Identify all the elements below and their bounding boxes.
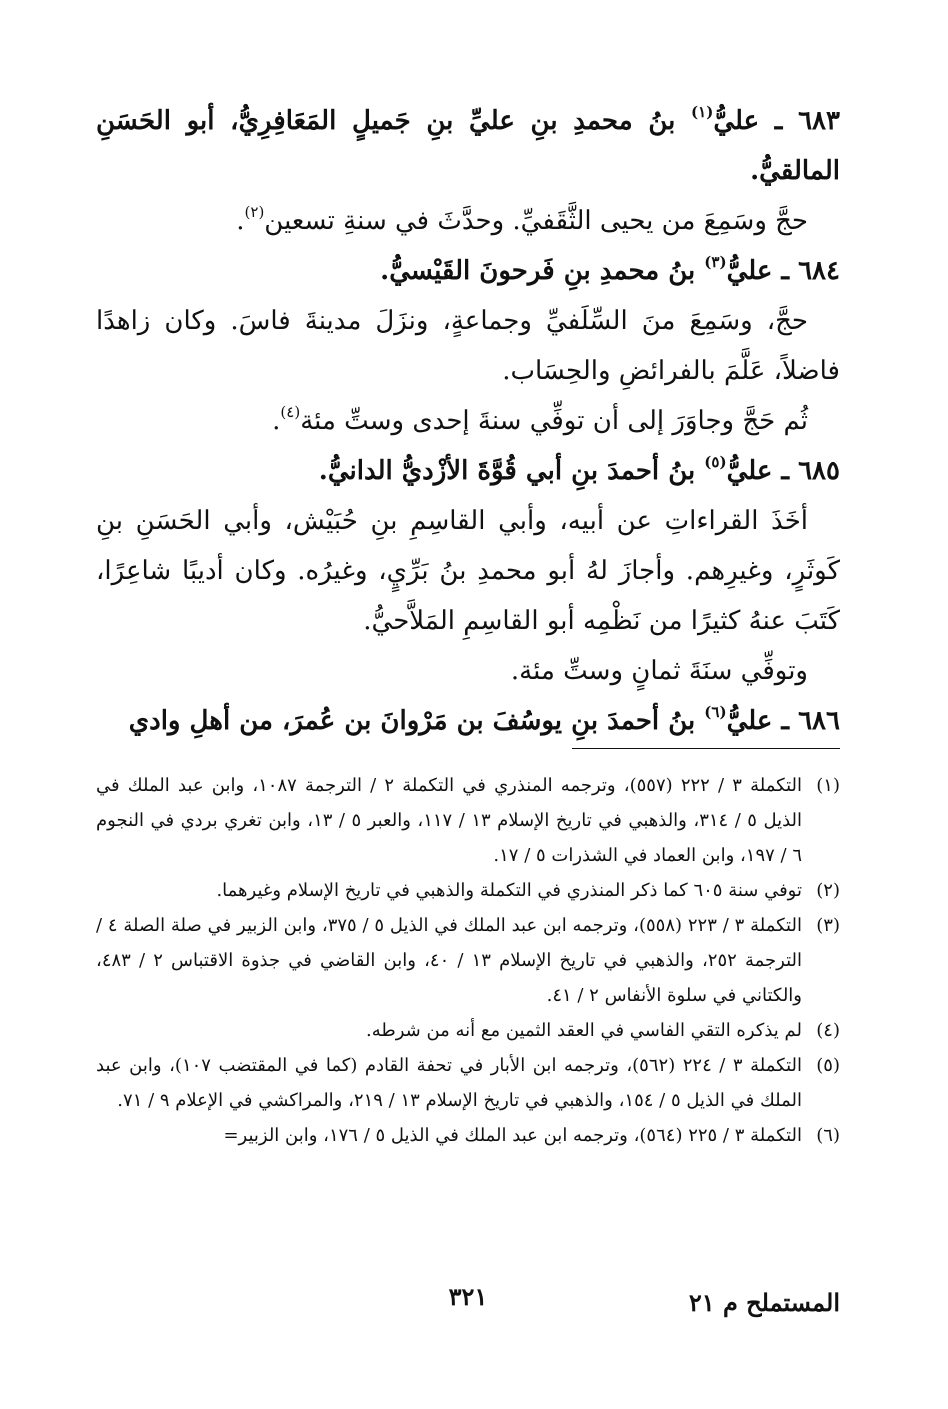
entry-685-label: ٦٨٥ ـ عليُّ: [726, 456, 840, 486]
footnote-5: [96, 1048, 840, 1118]
page-footer: [96, 1282, 840, 1328]
footnote-text: التكملة ٣ / ٢٢٢ (٥٥٧)، وترجمه المنذري في التكملة ٢ / الترجمة ١٠٨٧، وابن عبد الملك في الذيل ٥ / ٣١٤، والذهبي في تاريخ الإسلام ١٣ / ١١٧، والعبر ٥ / ١٣، وابن تغري بردي في النجوم ٦ / ١٩٧، وابن العماد في الشذرات ٥ / ١٧.: [96, 775, 803, 866]
footnote-text: توفي سنة ٦٠٥ كما ذكر المنذري في التكملة والذهبي في تاريخ الإسلام وغيرهما.: [216, 880, 802, 901]
page-number: ٣٢١: [448, 1282, 488, 1311]
entry-685: [96, 446, 840, 496]
entry-686: [96, 696, 840, 746]
footnote-2: [96, 873, 840, 908]
entry-683-label: ٦٨٣ ـ عليُّ: [713, 106, 840, 136]
footnote-4: [96, 1013, 840, 1048]
footnote-number: (١): [816, 775, 840, 796]
footnote-ref-5: (٥): [704, 453, 727, 472]
entry-683-title: بنُ محمدِ بنِ عليِّ بنِ جَميلٍ المَعَافِرِيُّ، أبو الحَسَنِ المالقيُّ.: [96, 106, 840, 186]
main-text: [96, 96, 840, 746]
footnote-text: التكملة ٣ / ٢٢٣ (٥٥٨)، وترجمه ابن عبد الملك في الذيل ٥ / ٣٧٥، وابن الزبير في صلة الصلة ٤ / الترجمة ٢٥٢، والذهبي في تاريخ الإسلام ١٣ / ٤٠، وابن القاضي في جذوة الاقتباس ٢ / ٤٨٣، والكتاني في سلوة الأنفاس ٢ / ٤١.: [96, 915, 803, 1006]
footnote-text: التكملة ٣ / ٢٢٤ (٥٦٢)، وترجمه ابن الأبار في تحفة القادم (كما في المقتضب ١٠٧)، وابن عبد الملك في الذيل ٥ / ١٥٤، والذهبي في تاريخ الإسلام ١٣ / ٢١٩، والمراكشي في الإعلام ٩ / ٧١.: [96, 1055, 802, 1111]
entry-683-body: حجَّ وسَمِعَ من يحيى الثَّقَفيِّ. وحدَّثَ في سنةِ تسعين$^{(٢)}$.: [236, 203, 808, 236]
entry-684-body-2: ثُم حَجَّ وجاوَرَ إلى أن توفِّي سنةَ إحدى وستِّ مئة$^{(٤)}$.: [272, 403, 808, 436]
footnote-ref-2: (٢): [244, 203, 265, 222]
footnote-number: (٥): [816, 1055, 840, 1076]
entry-685-body-1: أخَذَ القراءاتِ عن أبيه، وأبي القاسِمِ بنِ حُبَيْش، وأبي الحَسَنِ بنِ كَوثَرٍ، وغيرِهم. وأجازَ لهُ أبو محمدِ بنُ بَرِّيٍ، وغيرُه. وكان أديبًا شاعِرًا، كَتَبَ عنهُ كثيرًا من نَظْمِه أبو القاسِمِ المَلاَّحيُّ.: [96, 506, 840, 636]
footnote-ref-6: (٦): [704, 703, 727, 722]
entry-685-body-2: وتوفِّي سنَةَ ثمانٍ وستِّ مئة.: [510, 656, 808, 686]
footnote-number: (٦): [816, 1125, 840, 1146]
entry-684: [96, 246, 840, 296]
book-signature: المستملح م ٢١: [688, 1288, 840, 1317]
footnote-ref-1: (١): [691, 103, 714, 122]
footnote-number: (٢): [816, 880, 840, 901]
footnote-6: [96, 1118, 840, 1153]
footnotes: [96, 768, 840, 1153]
footnote-number: (٣): [816, 915, 840, 936]
entry-683: [96, 96, 840, 196]
footnote-text: لم يذكره التقي الفاسي في العقد الثمين مع أنه من شرطه.: [366, 1020, 802, 1041]
footnote-ref-4: (٤): [280, 403, 301, 422]
footnote-ref-3: (٣): [704, 253, 727, 272]
entry-686-label: ٦٨٦ ـ عليُّ: [726, 706, 840, 736]
footnote-text: التكملة ٣ / ٢٢٥ (٥٦٤)، وترجمه ابن عبد الملك في الذيل ٥ / ١٧٦، وابن الزبير=: [223, 1125, 802, 1146]
entry-685-title: بنُ أحمدَ بنِ أبي قُوَّةَ الأزْديُّ الدانيُّ.: [318, 456, 705, 486]
entry-684-label: ٦٨٤ ـ عليُّ: [726, 256, 840, 286]
entry-684-title: بنُ محمدِ بنِ فَرحونَ القَيْسيُّ.: [380, 256, 705, 286]
entry-684-body-1: حجَّ، وسَمِعَ منَ السِّلَفيِّ وجماعةٍ، ونزَلَ مدينةَ فاسَ. وكان زاهدًا فاضلاً، عَلَّمَ بالفرائضِ والحِسَاب.: [96, 306, 840, 386]
footnote-number: (٤): [816, 1020, 840, 1041]
footnote-1: [96, 768, 840, 873]
footnote-separator: [572, 748, 840, 749]
footnote-3: [96, 908, 840, 1013]
entry-686-title: بنُ أحمدَ بنِ يوسُفَ بن مَرْوانَ بن عُمرَ، من أهلِ وادي: [128, 706, 705, 736]
